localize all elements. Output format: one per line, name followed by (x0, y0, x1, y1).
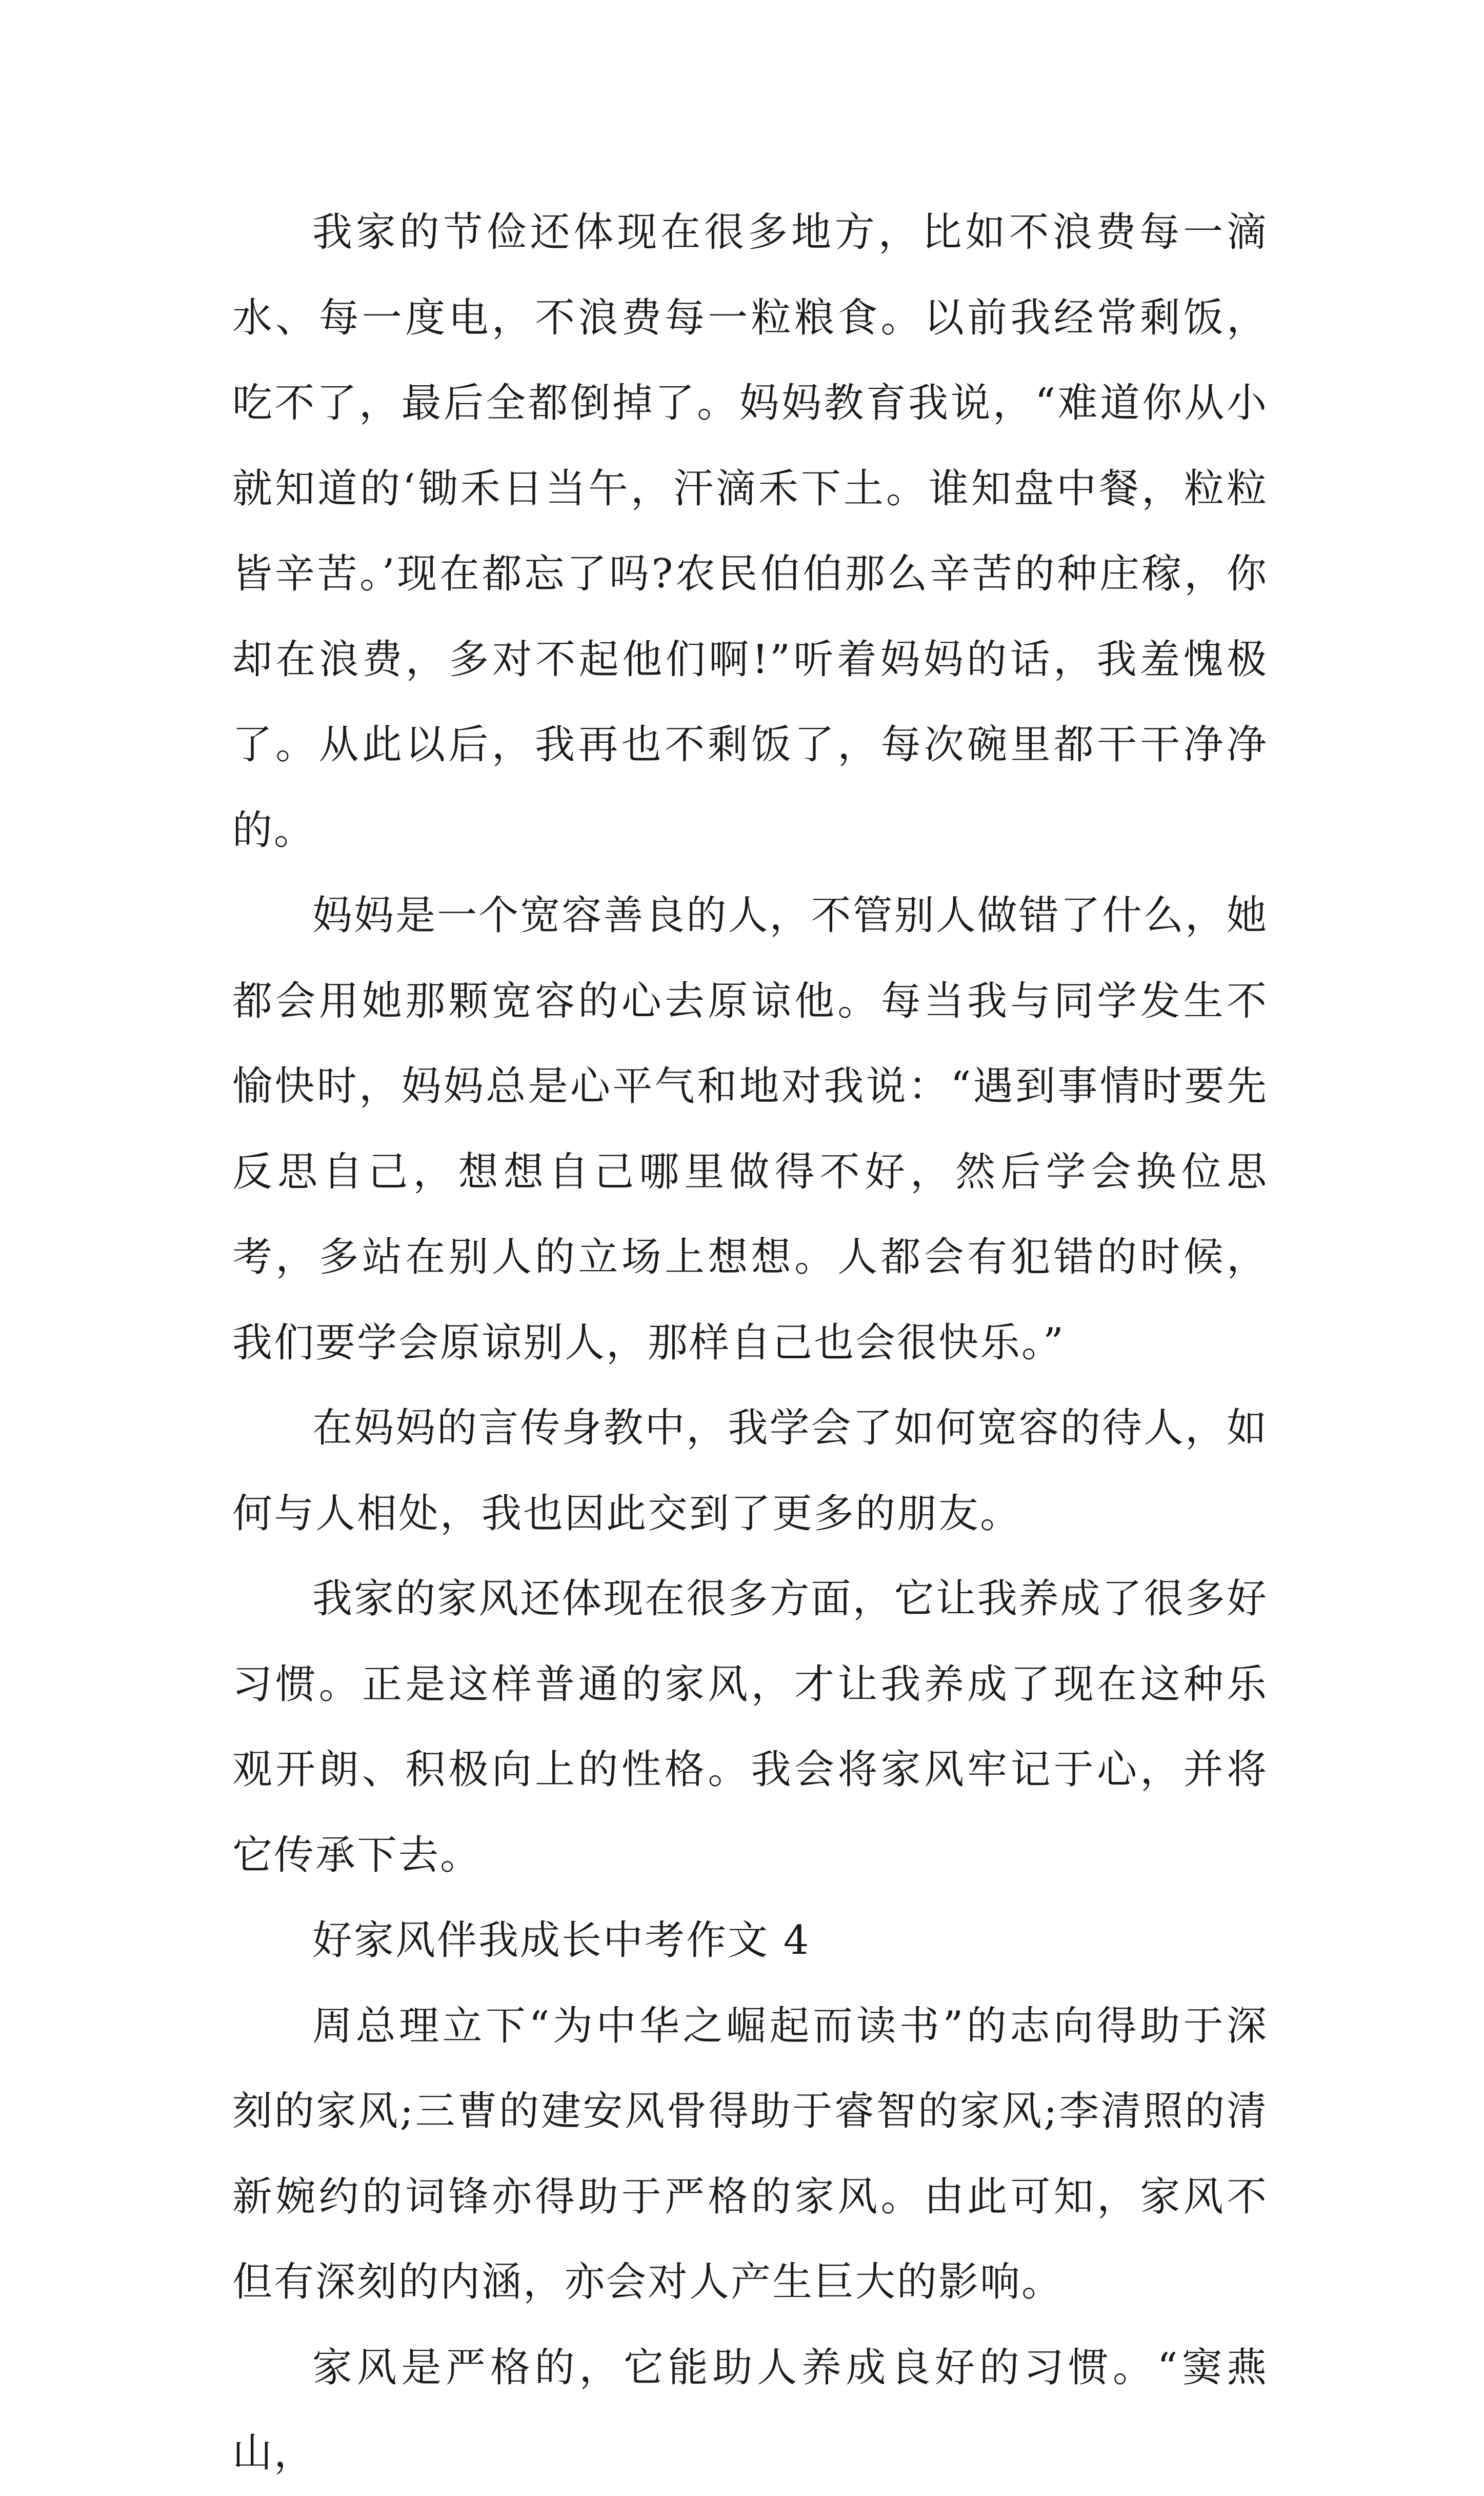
paragraph-habits: 我家的家风还体现在很多方面，它让我养成了很多好习惯。正是这样普通的家风，才让我养成了现在这种乐观开朗、积极向上的性格。我会将家风牢记于心，并将它传承下去。 (232, 1576, 1268, 1878)
document-body (232, 190, 1268, 2496)
section-title: 好家风伴我成长中考作文 4 (312, 1917, 811, 1964)
paragraph-strict-family: 家风是严格的，它能助人养成良好的习惯。“窦燕山， (232, 2344, 1268, 2476)
paragraph-historical-figures: 周总理立下“为中华之崛起而读书”的志向得助于深刻的家风;三曹的建安风骨得助于睿智的家风;李清照的清新婉约的词锋亦得助于严格的家风。由此可知，家风不但有深刻的内涵，亦会对人产生巨大的影响。 (232, 2003, 1268, 2305)
paragraph-frugality: 我家的节俭还体现在很多地方，比如不浪费每一滴水、每一度电，不浪费每一粒粮食。以前我经常剩饭，吃不了，最后全都倒掉了。妈妈教育我说，“难道你从小就知道的‘锄禾日当午，汗滴禾下土。谁知盘中餐，粒粒皆辛苦。’现在都忘了吗?农民伯伯那么辛苦的种庄稼，你却在浪费，多对不起他们啊!”听着妈妈的话，我羞愧极了。从此以后，我再也不剩饭了，每次碗里都干干净净的。 (232, 209, 1268, 854)
paragraph-tolerance: 妈妈是一个宽容善良的人，不管别人做错了什么，她都会用她那颗宽容的心去原谅他。每当我与同学发生不愉快时，妈妈总是心平气和地对我说：“遇到事情时要先反思自己，想想自己哪里做得不好，然后学会换位思考，多站在别人的立场上想想。人都会有犯错的时候，我们要学会原谅别人，那样自己也会很快乐。” (232, 893, 1268, 1366)
paragraph-lessons: 在妈妈的言传身教中，我学会了如何宽容的待人，如何与人相处，我也因此交到了更多的朋友。 (232, 1405, 1268, 1537)
